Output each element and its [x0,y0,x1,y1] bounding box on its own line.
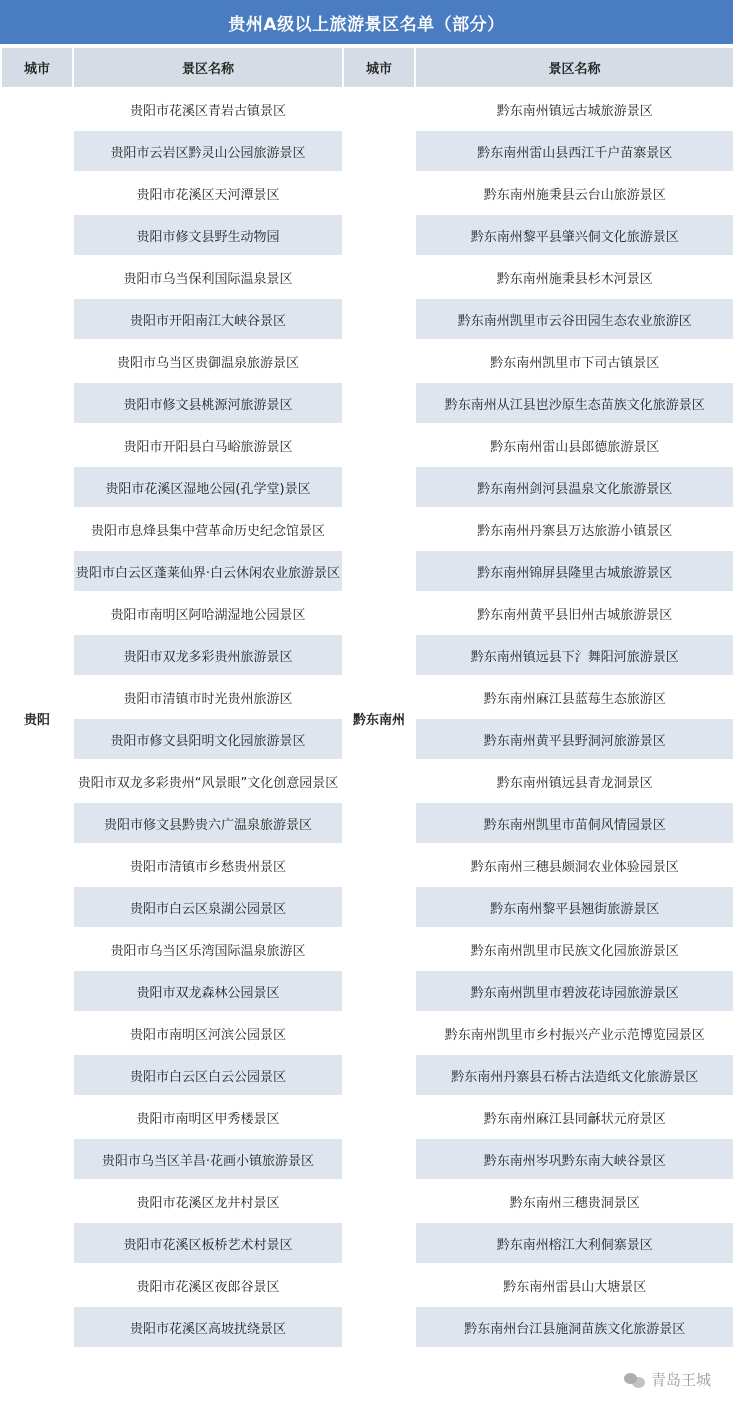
scenic-name-left: 贵阳市花溪区板桥艺术村景区 [73,1222,343,1264]
scenic-name-left: 贵阳市花溪区青岩古镇景区 [73,88,343,130]
scenic-name-right: 黔东南州凯里市云谷田园生态农业旅游区 [415,298,733,340]
scenic-name-right: 黔东南州凯里市碧波花诗园旅游景区 [415,970,733,1012]
scenic-name-left: 贵阳市修文县黔贵六广温泉旅游景区 [73,802,343,844]
scenic-name-right: 黔东南州三穗县颇洞农业体验园景区 [415,844,733,886]
scenic-name-left: 贵阳市息烽县集中营革命历史纪念馆景区 [73,508,343,550]
scenic-name-left: 贵阳市清镇市时光贵州旅游区 [73,676,343,718]
scenic-name-left: 贵阳市双龙多彩贵州“风景眼”文化创意园景区 [73,760,343,802]
scenic-name-left: 贵阳市花溪区高坡扰绕景区 [73,1306,343,1348]
scenic-name-right: 黔东南州施秉县云台山旅游景区 [415,172,733,214]
scenic-name-left: 贵阳市花溪区天河潭景区 [73,172,343,214]
scenic-name-left: 贵阳市南明区阿哈湖湿地公园景区 [73,592,343,634]
city-cell-right: 黔东南州 [343,88,415,1348]
scenic-name-left: 贵阳市开阳县白马峪旅游景区 [73,424,343,466]
scenic-name-right: 黔东南州黎平县翘街旅游景区 [415,886,733,928]
header-city-left: 城市 [1,47,73,88]
page-title: 贵州A级以上旅游景区名单（部分） [0,0,733,44]
scenic-name-right: 黔东南州三穗贵洞景区 [415,1180,733,1222]
city-cell-left: 贵阳 [1,88,73,1348]
header-name-right: 景区名称 [415,47,733,88]
header-city-right: 城市 [343,47,415,88]
scenic-name-left: 贵阳市双龙多彩贵州旅游景区 [73,634,343,676]
scenic-name-left: 贵阳市乌当区羊昌·花画小镇旅游景区 [73,1138,343,1180]
scenic-name-left: 贵阳市双龙森林公园景区 [73,970,343,1012]
scenic-name-right: 黔东南州凯里市乡村振兴产业示范博览园景区 [415,1012,733,1054]
scenic-name-right: 黔东南州从江县岜沙原生态苗族文化旅游景区 [415,382,733,424]
scenic-name-right: 黔东南州锦屏县隆里古城旅游景区 [415,550,733,592]
scenic-name-left: 贵阳市开阳南江大峡谷景区 [73,298,343,340]
scenic-name-left: 贵阳市清镇市乡愁贵州景区 [73,844,343,886]
table-row [1,88,733,130]
scenic-name-right: 黔东南州台江县施洞苗族文化旅游景区 [415,1306,733,1348]
scenic-name-left: 贵阳市花溪区湿地公园(孔学堂)景区 [73,466,343,508]
scenic-name-left: 贵阳市修文县阳明文化园旅游景区 [73,718,343,760]
scenic-name-right: 黔东南州麻江县蓝莓生态旅游区 [415,676,733,718]
scenic-name-right: 黔东南州施秉县杉木河景区 [415,256,733,298]
scenic-name-left: 贵阳市南明区河滨公园景区 [73,1012,343,1054]
scenic-name-left: 贵阳市云岩区黔灵山公园旅游景区 [73,130,343,172]
scenic-name-left: 贵阳市乌当区乐湾国际温泉旅游区 [73,928,343,970]
scenic-name-right: 黔东南州榕江大利侗寨景区 [415,1222,733,1264]
scenic-name-right: 黔东南州雷山县西江千户苗寨景区 [415,130,733,172]
header-row [1,47,733,88]
scenic-name-left: 贵阳市花溪区龙井村景区 [73,1180,343,1222]
scenic-name-left: 贵阳市白云区蓬莱仙界·白云休闲农业旅游景区 [73,550,343,592]
scenic-name-right: 黔东南州丹寨县万达旅游小镇景区 [415,508,733,550]
scenic-name-right: 黔东南州雷县山大塘景区 [415,1264,733,1306]
scenic-name-right: 黔东南州镇远县下氵舞阳河旅游景区 [415,634,733,676]
scenic-name-left: 贵阳市白云区白云公园景区 [73,1054,343,1096]
scenic-name-right: 黔东南州黎平县肇兴侗文化旅游景区 [415,214,733,256]
scenic-name-left: 贵阳市花溪区夜郎谷景区 [73,1264,343,1306]
scenic-name-right: 黔东南州丹寨县石桥古法造纸文化旅游景区 [415,1054,733,1096]
watermark [624,1369,711,1390]
scenic-name-right: 黔东南州镇远县青龙洞景区 [415,760,733,802]
watermark-text: 青岛王城 [650,1371,711,1389]
scenic-name-right: 黔东南州凯里市民族文化园旅游景区 [415,928,733,970]
scenic-name-left: 贵阳市南明区甲秀楼景区 [73,1096,343,1138]
scenic-name-right: 黔东南州镇远古城旅游景区 [415,88,733,130]
scenic-name-right: 黔东南州凯里市苗侗风情园景区 [415,802,733,844]
scenic-name-left: 贵阳市白云区泉湖公园景区 [73,886,343,928]
scenic-name-left: 贵阳市修文县桃源河旅游景区 [73,382,343,424]
scenic-name-right: 黔东南州凯里市下司古镇景区 [415,340,733,382]
scenic-name-left: 贵阳市乌当保利国际温泉景区 [73,256,343,298]
scenic-name-right: 黔东南州岑巩黔东南大峡谷景区 [415,1138,733,1180]
scenic-name-left: 贵阳市修文县野生动物园 [73,214,343,256]
scenic-name-right: 黔东南州黄平县野洞河旅游景区 [415,718,733,760]
wechat-icon [624,1371,646,1389]
scenic-name-right: 黔东南州剑河县温泉文化旅游景区 [415,466,733,508]
scenic-list-table [0,46,733,1349]
scenic-name-right: 黔东南州黄平县旧州古城旅游景区 [415,592,733,634]
scenic-name-left: 贵阳市乌当区贵御温泉旅游景区 [73,340,343,382]
scenic-name-right: 黔东南州麻江县同龢状元府景区 [415,1096,733,1138]
header-name-left: 景区名称 [73,47,343,88]
scenic-name-right: 黔东南州雷山县郎德旅游景区 [415,424,733,466]
